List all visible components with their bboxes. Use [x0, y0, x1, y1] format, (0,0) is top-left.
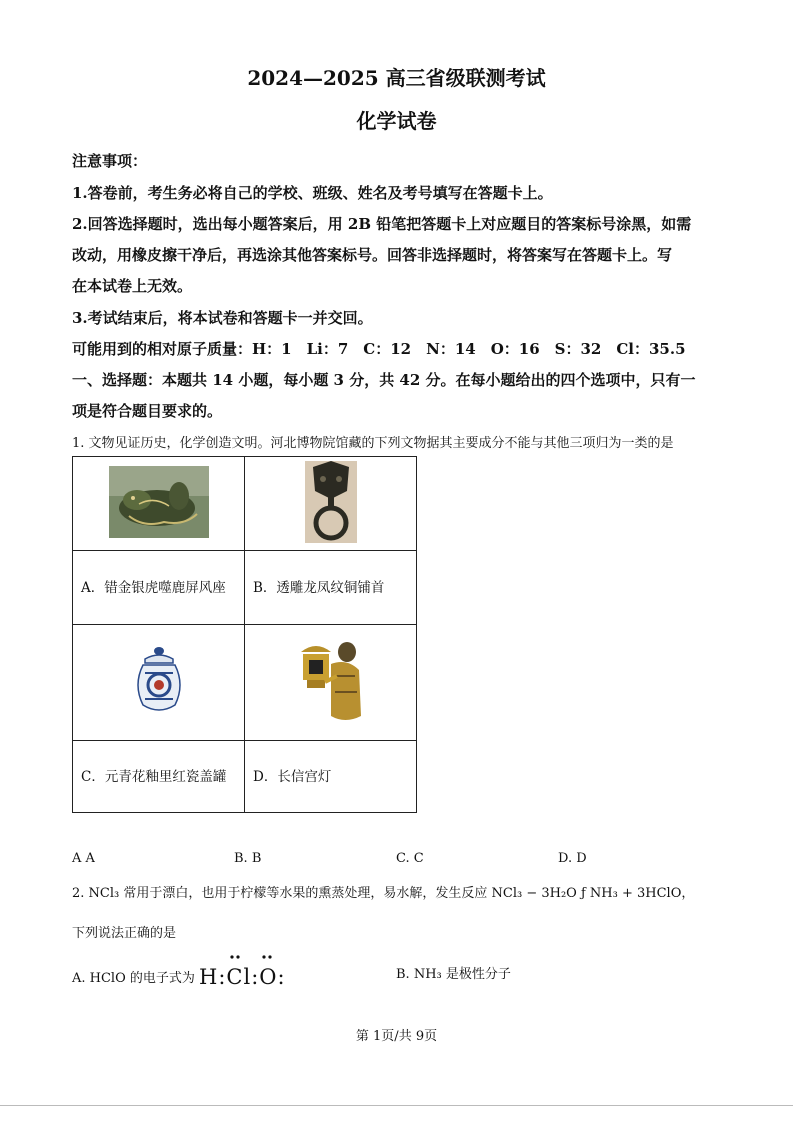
artifact-image-d	[245, 625, 417, 741]
section-heading-line-1: 一、选择题：本题共 14 小题，每小题 3 分，共 42 分。在每小题给出的四个选项中，只有一	[72, 371, 696, 389]
notice-item-2-line-1: 2.回答选择题时，选出每小题答案后，用 2B 铅笔把答题卡上对应题目的答案标号涂黑，如需	[72, 215, 692, 233]
notice-item-2-line-2: 改动，用橡皮擦干净后，再选涂其他答案标号。回答非选择题时，将答案写在答题卡上。写	[72, 246, 673, 264]
artifact-image-a	[73, 457, 245, 551]
q1-option-a[interactable]: A A	[72, 851, 95, 866]
q2-option-b[interactable]: B. NH₃ 是极性分子	[396, 967, 511, 982]
hclo-electron-formula: H:Cl:O:	[199, 965, 286, 989]
q2-option-a[interactable]	[72, 963, 286, 987]
page-number: 第 1页/共 9页	[355, 1029, 438, 1044]
notice-heading: 注意事项：	[72, 152, 148, 170]
bronze-tiger-icon	[109, 466, 209, 538]
question-1-stem: 1. 文物见证历史，化学创造文明。河北博物院馆藏的下列文物据其主要成分不能与其他三项归为一类的是	[72, 436, 674, 451]
bronze-door-knocker-icon	[305, 461, 357, 543]
footer-divider	[0, 1105, 793, 1106]
artifact-caption-b: B．透雕龙凤纹铜铺首	[245, 551, 417, 625]
reaction-equation: NCl₃ − 3H₂O ƒ NH₃ + 3HClO，	[491, 886, 695, 901]
blue-white-porcelain-jar-icon	[133, 645, 185, 717]
exam-title: 2024—2025 高三省级联测考试	[247, 66, 546, 90]
notice-item-1: 1.答卷前，考生务必将自己的学校、班级、姓名及考号填写在答题卡上。	[72, 184, 553, 202]
lone-pair-dots-icon	[226, 954, 286, 962]
section-heading-line-2: 项是符合题目要求的。	[72, 402, 223, 420]
question-2-stem-line-2: 下列说法正确的是	[72, 926, 177, 941]
q1-option-d[interactable]: D. D	[558, 851, 587, 866]
notice-item-2-line-3: 在本试卷上无效。	[72, 277, 193, 295]
question-2-stem-text: 2. NCl₃ 常用于漂白，也用于柠檬等水果的熏蒸处理，易水解，发生反应	[72, 886, 488, 901]
artifact-caption-c: C．元青花釉里红瓷盖罐	[73, 741, 245, 813]
artifact-caption-d: D．长信宫灯	[245, 741, 417, 813]
artifact-image-b	[245, 457, 417, 551]
exam-subtitle: 化学试卷	[356, 109, 437, 133]
notice-item-3: 3.考试结束后，将本试卷和答题卡一并交回。	[72, 309, 373, 327]
artifact-table	[72, 456, 417, 813]
artifact-caption-a: A．错金银虎噬鹿屏风座	[73, 551, 245, 625]
q2-option-a-text: A. HClO 的电子式为	[72, 971, 195, 986]
gilded-palace-lamp-icon	[295, 636, 367, 726]
question-2-stem	[72, 882, 694, 901]
q1-option-b[interactable]: B. B	[234, 851, 262, 866]
q1-option-c[interactable]: C. C	[396, 851, 424, 866]
atomic-masses: 可能用到的相对原子质量：H：1 Li：7 C：12 N：14 O：16 S：32 Cl：35.5	[72, 340, 686, 358]
artifact-image-c	[73, 625, 245, 741]
